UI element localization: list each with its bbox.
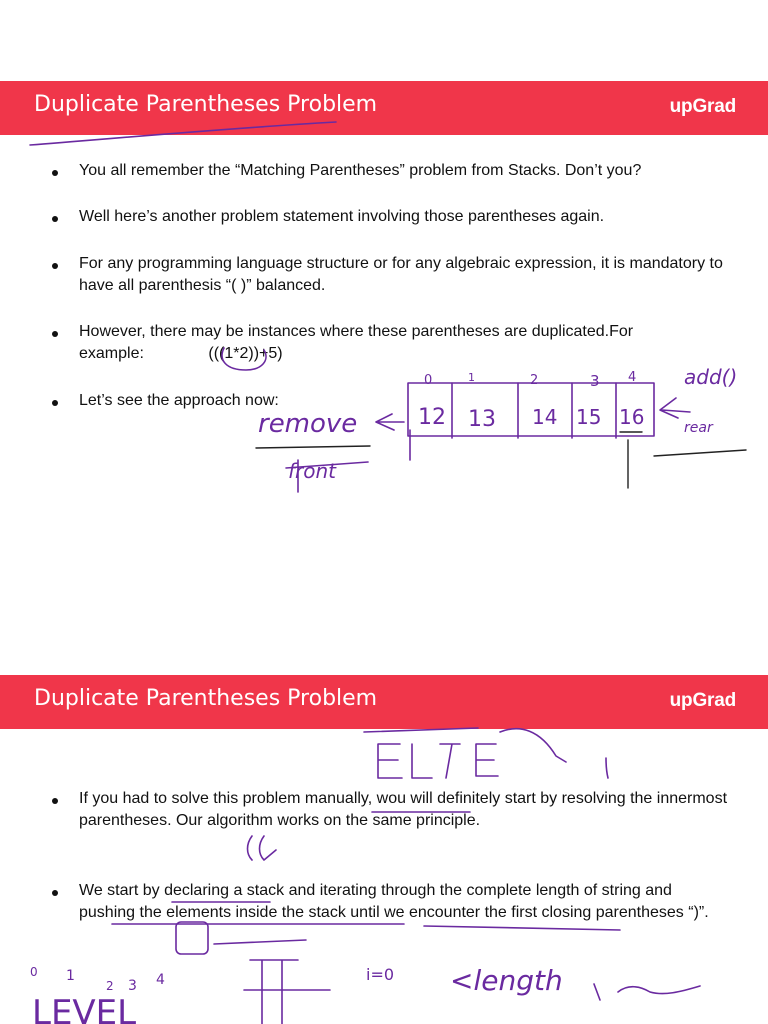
level-index: 3 xyxy=(128,978,137,994)
stack-letter xyxy=(440,744,460,778)
remove-label: remove xyxy=(258,409,358,439)
front-mark xyxy=(286,462,368,468)
bullet-dot xyxy=(52,216,58,222)
paren-box xyxy=(176,922,208,954)
bullet-text: For any programming language structure or for any algebraic expression, it is mandatory to have all parenthesis “( )” balanced. xyxy=(79,255,723,294)
level-index: 0 xyxy=(30,965,38,979)
array-value: 15 xyxy=(576,405,602,429)
bullet-body: However, there may be instances where these parentheses are duplicated.For example: xyxy=(79,323,634,362)
remove-underline xyxy=(256,446,370,448)
bullet-text: Well here’s another problem statement involving those parentheses again. xyxy=(79,208,605,225)
level-index: 1 xyxy=(66,968,75,984)
title-bar xyxy=(0,81,768,135)
stack-mark xyxy=(606,758,608,778)
brand-logo: upGrad xyxy=(669,96,736,117)
array-box-drawing xyxy=(408,370,654,488)
bullet-text: If you had to solve this problem manually, wou will definitely start by resolving the innermost parentheses. Our algorithm works on the same principle. xyxy=(79,790,728,829)
bullet-text: You all remember the “Matching Parentheses” problem from Stacks. Don’t you? xyxy=(79,162,642,179)
example-expression: (((1*2))+5) xyxy=(208,345,283,362)
length-label: <length xyxy=(450,964,563,997)
stack-letter xyxy=(476,744,498,776)
array-value: 16 xyxy=(619,405,645,429)
stack-letter xyxy=(378,744,402,778)
stack-arrow xyxy=(500,729,566,762)
add-label: add() xyxy=(684,365,738,389)
length-tail xyxy=(594,984,700,1000)
array-index: 0 xyxy=(424,373,433,388)
bullet-text: We start by declaring a stack and iterating through the complete length of string and pushing the elements inside the stack until we encounter the first closing parentheses “)”. xyxy=(79,882,709,921)
paren-underline xyxy=(214,940,306,944)
bullet-dot xyxy=(52,400,58,406)
array-value: 12 xyxy=(418,405,446,430)
slide-title: Duplicate Parentheses Problem xyxy=(34,92,378,117)
brand-logo: upGrad xyxy=(669,690,736,711)
stack-letter xyxy=(412,744,432,778)
bullet-dot xyxy=(52,331,58,337)
slide-title: Duplicate Parentheses Problem xyxy=(34,686,378,711)
bullet-dot xyxy=(52,263,58,269)
bullet-text xyxy=(79,321,699,365)
bullet-dot xyxy=(52,170,58,176)
front-label: front xyxy=(288,459,337,483)
array-index: 4 xyxy=(628,370,637,385)
loop-label: i=0 xyxy=(366,965,395,984)
stack-box-sketch xyxy=(244,960,330,1024)
paren-mark xyxy=(248,836,277,860)
bullet-dot xyxy=(52,890,58,896)
slide-2 xyxy=(0,640,768,1024)
title-bar xyxy=(0,675,768,729)
array-value: 14 xyxy=(532,405,558,429)
array-index: 1 xyxy=(468,371,475,384)
array-value: 13 xyxy=(468,407,496,432)
level-word: LEVEL xyxy=(32,993,137,1024)
bullet-dot xyxy=(52,798,58,804)
rear-underline-line xyxy=(654,450,746,456)
remove-arrow xyxy=(376,414,404,430)
level-index: 2 xyxy=(106,979,114,993)
array-index: 2 xyxy=(530,373,539,388)
encounter-underline xyxy=(424,926,620,930)
array-index: 3 xyxy=(590,372,600,390)
bullet-text: Let’s see the approach now: xyxy=(79,392,279,409)
rear-label: rear xyxy=(684,420,713,436)
level-index: 4 xyxy=(156,972,165,988)
